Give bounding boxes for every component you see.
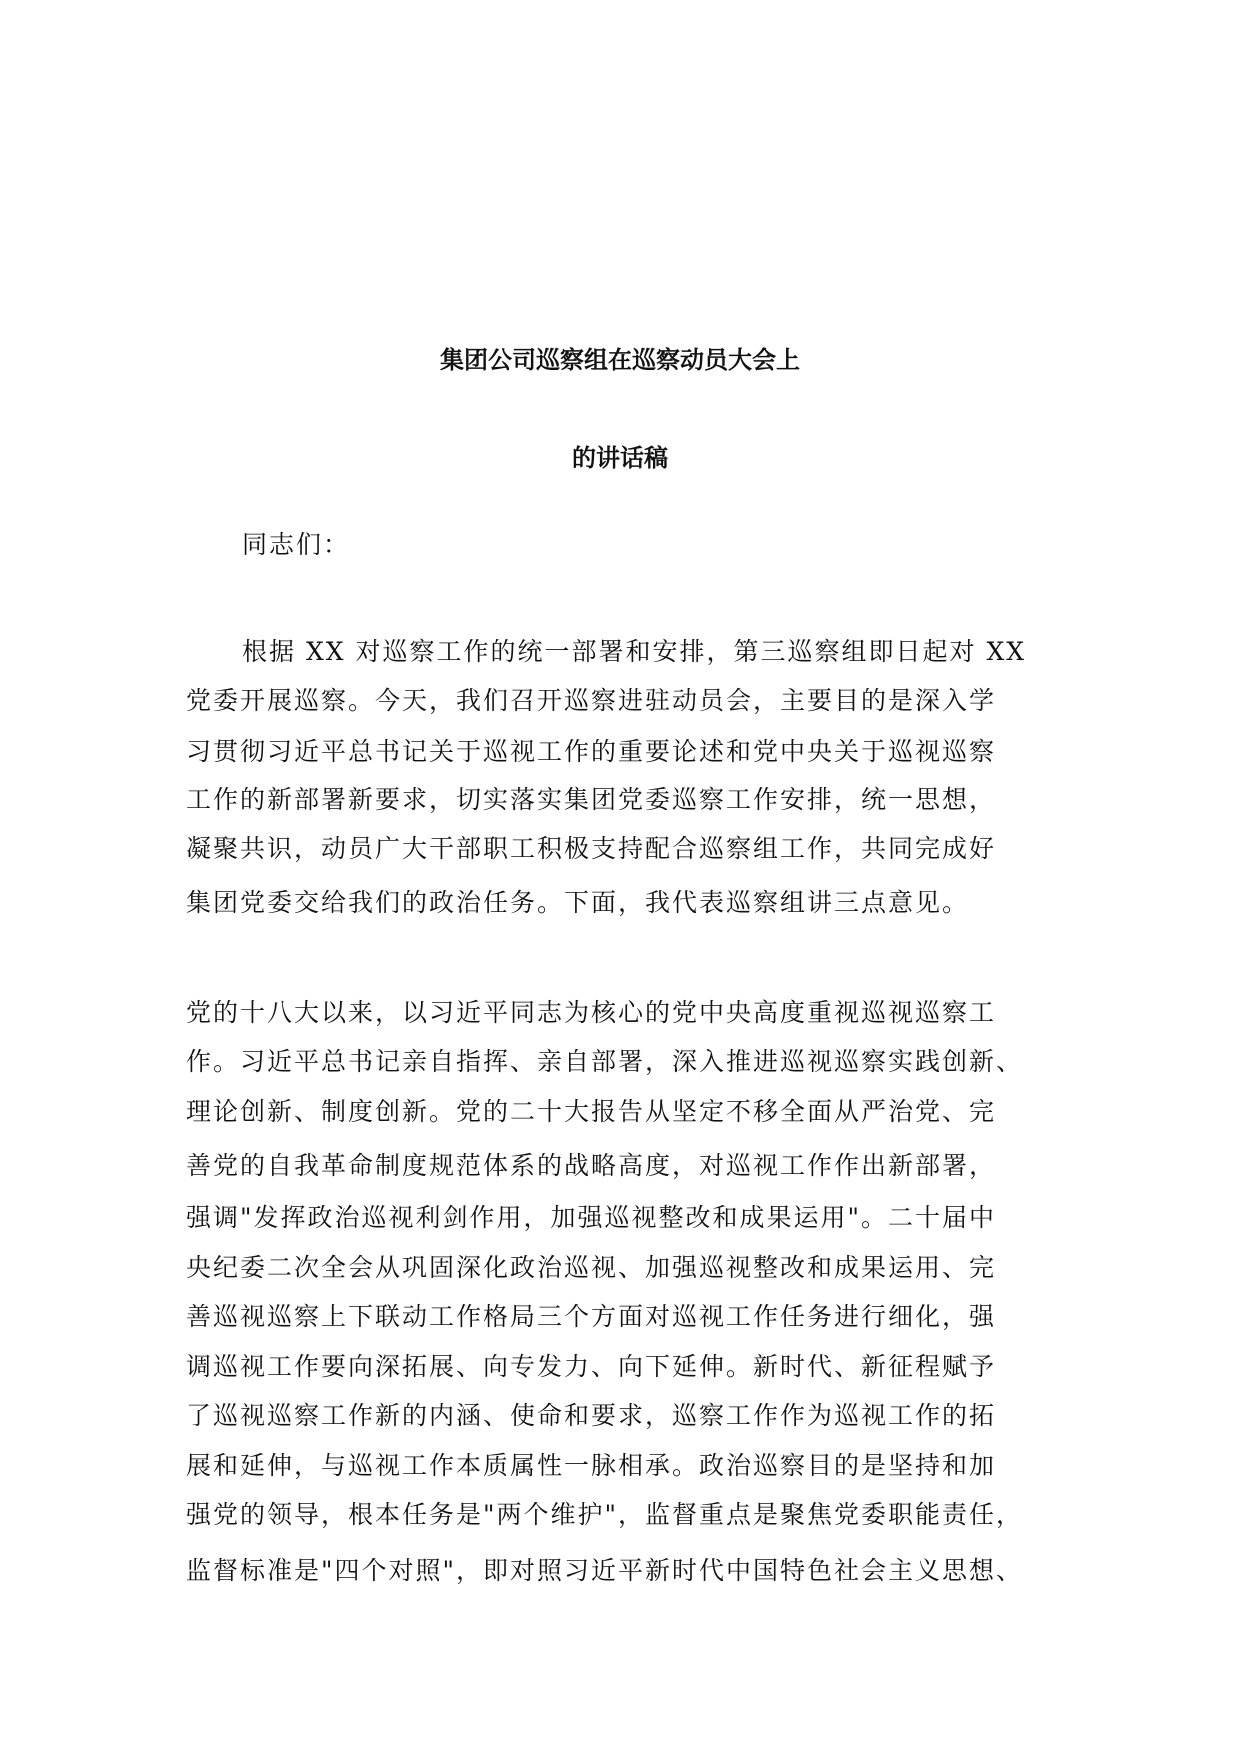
paragraph-2-line: 理论创新、制度创新。党的二十大报告从坚定不移全面从严治党、完 — [186, 1097, 997, 1126]
paragraph-1-line: 工作的新部署新要求，切实落实集团党委巡察工作安排，统一思想， — [186, 785, 997, 814]
paragraph-1-line: 党委开展巡察。今天，我们召开巡察进驻动员会，主要目的是深入学 — [186, 686, 997, 715]
paragraph-2-line: 了巡视巡察工作新的内涵、使命和要求，巡察工作作为巡视工作的拓 — [186, 1401, 997, 1430]
document-title-line-1: 集团公司巡察组在巡察动员大会上 — [440, 346, 800, 374]
paragraph-2-line: 作。习近平总书记亲自指挥、亲自部署，深入推进巡视巡察实践创新、 — [186, 1047, 1024, 1076]
paragraph-2-line: 党的十八大以来，以习近平同志为核心的党中央高度重视巡视巡察工 — [186, 998, 997, 1027]
paragraph-2-line: 调巡视工作要向深拓展、向专发力、向下延伸。新时代、新征程赋予 — [186, 1352, 997, 1381]
paragraph-2-line: 央纪委二次全会从巩固深化政治巡视、加强巡视整改和成果运用、完 — [186, 1253, 997, 1282]
document-title-line-2: 的讲话稿 — [572, 444, 668, 472]
paragraph-2-line: 监督标准是"四个对照"，即对照习近平新时代中国特色社会主义思想、 — [186, 1556, 1024, 1585]
paragraph-1-line: 凝聚共识，动员广大干部职工积极支持配合巡察组工作，共同完成好 — [186, 834, 997, 863]
salutation: 同志们： — [242, 530, 351, 559]
paragraph-2-line: 强党的领导，根本任务是"两个维护"，监督重点是聚焦党委职能责任， — [186, 1500, 1024, 1529]
paragraph-2-line: 强调"发挥政治巡视利剑作用，加强巡视整改和成果运用"。二十届中 — [186, 1203, 997, 1232]
paragraph-1-line: 根据 XX 对巡察工作的统一部署和安排，第三巡察组即日起对 XX — [242, 637, 1027, 666]
paragraph-1-line: 习贯彻习近平总书记关于巡视工作的重要论述和党中央关于巡视巡察 — [186, 737, 997, 766]
paragraph-2-line: 善党的自我革命制度规范体系的战略高度，对巡视工作作出新部署， — [186, 1151, 997, 1180]
paragraph-1-line: 集团党委交给我们的政治任务。下面，我代表巡察组讲三点意见。 — [186, 888, 970, 917]
paragraph-2-line: 善巡视巡察上下联动工作格局三个方面对巡视工作任务进行细化，强 — [186, 1302, 997, 1331]
paragraph-2-line: 展和延伸，与巡视工作本质属性一脉相承。政治巡察目的是坚持和加 — [186, 1451, 997, 1480]
